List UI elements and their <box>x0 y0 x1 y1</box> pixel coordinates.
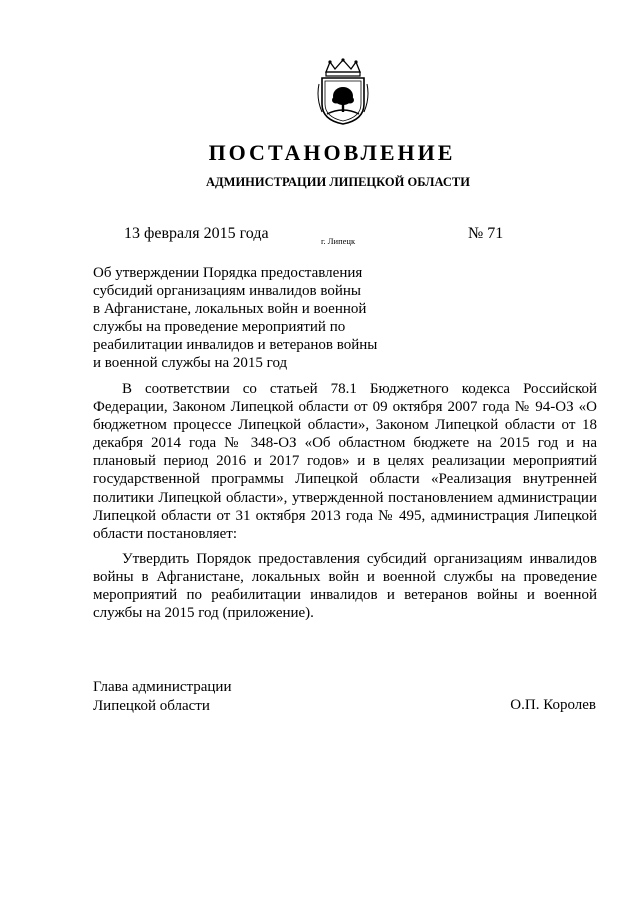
body-paragraph-preamble: В соответствии со статьей 78.1 Бюджетного кодекса Российской Федерации, Законом Липецкой области от 09 октября 2007 года № 94-ОЗ «О бюджетном процессе Липецкой области», Законом Липецкой области от 18 декабря 2014 года № 348-ОЗ «Об областном бюджете на 2015 год и на плановый период 2016 и 2017 годов» и в целях реализации мероприятий государственной программы Липецкой области «Реализация внутренней политики Липецкой области», утвержденной постановлением администрации Липецкой области от 31 октября 2013 года № 495, администрация Липецкой области постановляет: <box>93 381 597 542</box>
subject-line: реабилитации инвалидов и ветеранов войны <box>93 337 378 353</box>
document-subtitle: АДМИНИСТРАЦИИ ЛИПЕЦКОЙ ОБЛАСТИ <box>206 175 470 189</box>
document-city: г. Липецк <box>321 236 356 246</box>
subject-line: субсидий организациям инвалидов войны <box>93 283 361 299</box>
signatory-position-line: Глава администрации <box>93 679 232 695</box>
coat-of-arms-icon <box>316 58 370 126</box>
document-subject <box>93 264 393 372</box>
document-date: 13 февраля 2015 года <box>124 225 269 242</box>
signatory-name: О.П. Королев <box>510 697 596 713</box>
document-number: № 71 <box>468 225 504 242</box>
subject-line: в Афганистане, локальных войн и военной <box>93 301 367 317</box>
body-paragraph-resolution: Утвердить Порядок предоставления субсидий организациям инвалидов войны в Афганистане, локальных войн и военной службы на проведение мероприятий по реабилитации инвалидов и ветеранов войны и военной службы на 2015 год (приложение). <box>93 551 597 622</box>
document-title: ПОСТАНОВЛЕНИЕ <box>208 140 456 165</box>
subject-line: Об утверждении Порядка предоставления <box>93 265 363 281</box>
signatory-position-line: Липецкой области <box>93 698 210 714</box>
signatory-position <box>93 678 231 716</box>
subject-line: службы на проведение мероприятий по <box>93 319 346 335</box>
subject-line: и военной службы на 2015 год <box>93 355 288 371</box>
